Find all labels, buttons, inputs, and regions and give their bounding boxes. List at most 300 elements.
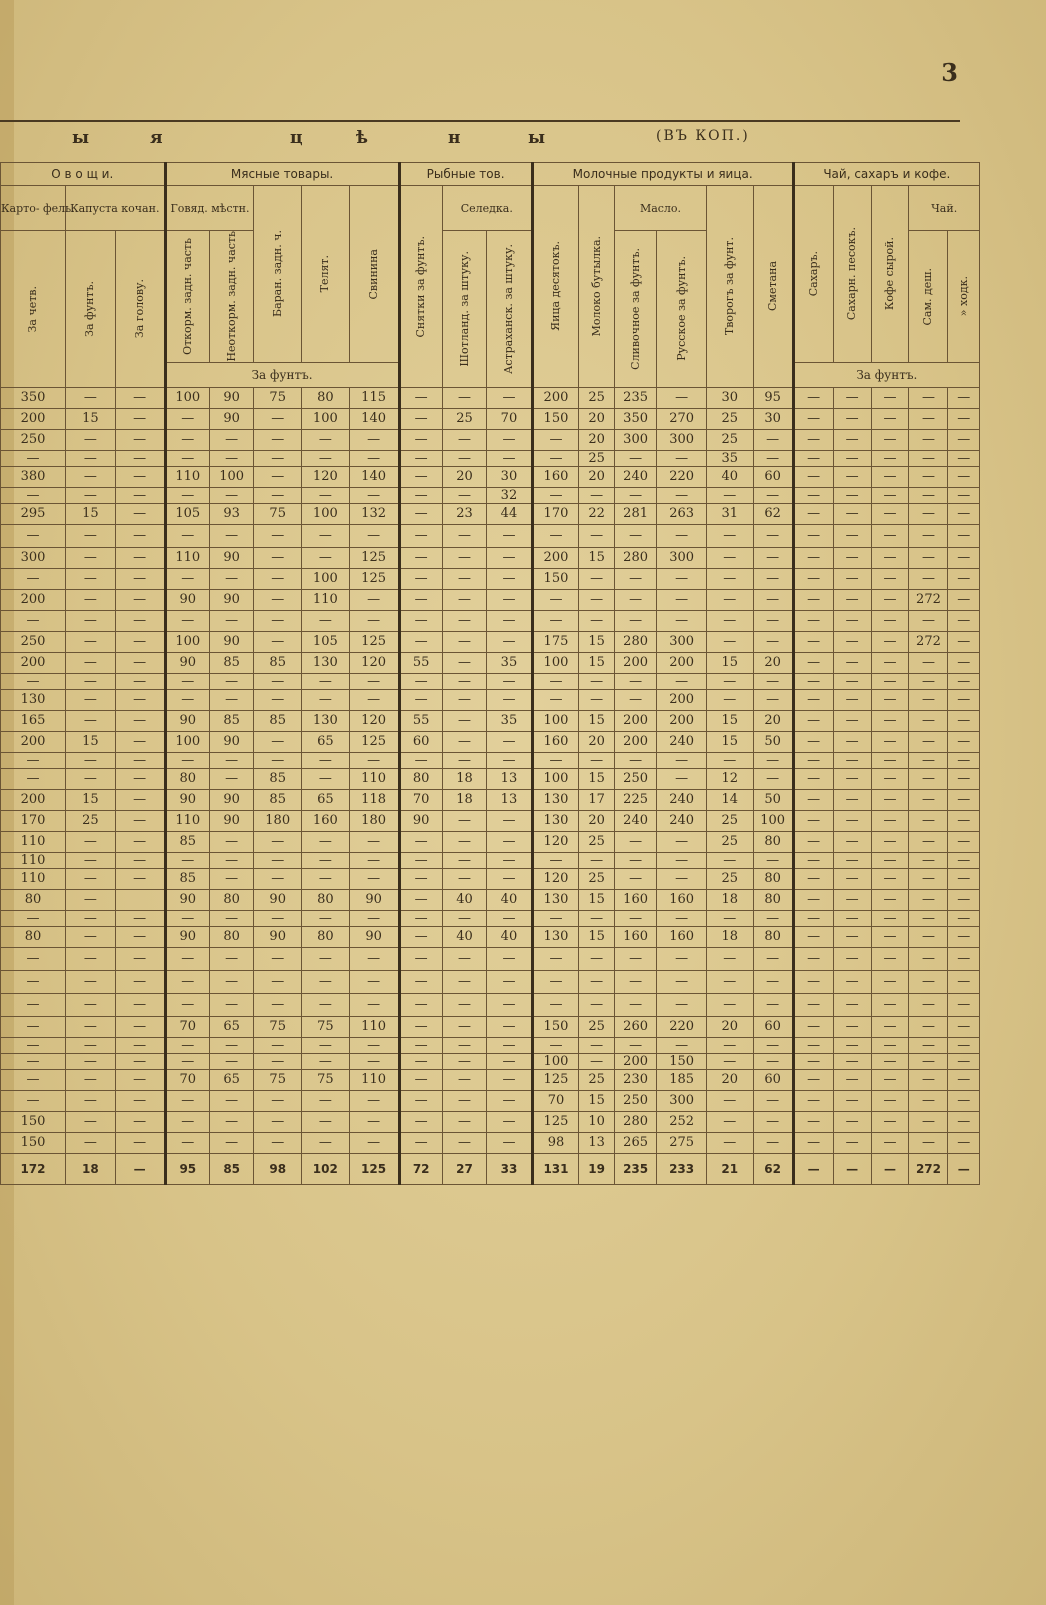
table-cell: — [442, 1037, 486, 1053]
table-cell: 90 [209, 731, 253, 752]
table-cell: — [871, 947, 909, 970]
table-cell: — [707, 752, 754, 768]
table-cell: 160 [657, 889, 707, 910]
table-cell: 130 [532, 810, 579, 831]
table-cell: 110 [165, 466, 209, 487]
table-cell: 130 [532, 926, 579, 947]
table-cell: — [399, 429, 442, 450]
table-cell: 150 [1, 1132, 66, 1153]
table-cell: — [209, 970, 253, 993]
table-cell: 125 [349, 631, 399, 652]
table-cell: — [349, 852, 399, 868]
table-cell: — [442, 993, 486, 1016]
table-cell: 200 [614, 710, 656, 731]
table-cell: — [833, 568, 871, 589]
table-cell: — [707, 910, 754, 926]
table-cell: — [399, 868, 442, 889]
table-cell: — [165, 970, 209, 993]
table-cell: — [349, 752, 399, 768]
table-cell: 80 [399, 768, 442, 789]
table-cell: 200 [657, 689, 707, 710]
table-cell: 100 [302, 503, 350, 524]
table-cell: — [115, 910, 165, 926]
table-cell: — [165, 1111, 209, 1132]
table-cell: 80 [753, 831, 793, 852]
table-cell: 19 [579, 1153, 615, 1184]
table-cell: — [65, 524, 115, 547]
table-cell: — [948, 1016, 980, 1037]
title-part: ы [72, 128, 92, 148]
table-cell: — [442, 524, 486, 547]
table-cell: — [871, 1090, 909, 1111]
table-row [1, 589, 980, 610]
table-cell: — [833, 689, 871, 710]
table-cell: — [753, 993, 793, 1016]
table-cell: — [65, 487, 115, 503]
table-cell: — [909, 524, 948, 547]
col-header-veal: Телят. [302, 186, 350, 363]
table-cell: — [399, 852, 442, 868]
col-header-butter-cream: Сливочное за фунтъ. [614, 231, 656, 388]
table-cell: 20 [707, 1016, 754, 1037]
table-cell: 100 [532, 710, 579, 731]
table-cell: 240 [657, 789, 707, 810]
table-cell: 75 [254, 1069, 302, 1090]
table-cell: 90 [209, 810, 253, 831]
table-cell: — [209, 568, 253, 589]
table-cell: — [871, 752, 909, 768]
table-cell: — [399, 752, 442, 768]
table-cell: — [254, 547, 302, 568]
col-header-milk: Молоко бутылка. [579, 186, 615, 388]
table-cell: — [349, 673, 399, 689]
table-cell: — [442, 970, 486, 993]
table-cell: — [833, 387, 871, 408]
table-cell: — [657, 568, 707, 589]
table-cell: — [1, 1090, 66, 1111]
table-cell: 110 [349, 1069, 399, 1090]
table-cell: — [579, 589, 615, 610]
table-cell: — [753, 1053, 793, 1069]
table-cell: — [793, 868, 833, 889]
table-cell: — [487, 589, 532, 610]
col-header-pork: Свинина [349, 186, 399, 363]
table-cell: — [165, 1053, 209, 1069]
table-cell: 250 [1, 631, 66, 652]
table-cell: 220 [657, 1016, 707, 1037]
table-cell: 15 [65, 503, 115, 524]
table-cell: — [399, 1069, 442, 1090]
table-cell: 25 [579, 868, 615, 889]
table-cell: — [657, 610, 707, 631]
table-cell: — [657, 993, 707, 1016]
table-cell: — [579, 1053, 615, 1069]
table-cell: 15 [707, 652, 754, 673]
table-cell: — [753, 673, 793, 689]
table-cell: — [579, 970, 615, 993]
table-cell: — [657, 768, 707, 789]
table-cell: 380 [1, 466, 66, 487]
table-cell: 90 [209, 547, 253, 568]
table-cell: 70 [399, 789, 442, 810]
table-cell: 180 [349, 810, 399, 831]
table-cell: — [948, 731, 980, 752]
table-cell: — [65, 1132, 115, 1153]
table-cell: — [442, 673, 486, 689]
table-cell: 62 [753, 503, 793, 524]
table-cell: — [948, 689, 980, 710]
table-cell: — [349, 589, 399, 610]
table-row [1, 1016, 980, 1037]
table-cell: 15 [579, 710, 615, 731]
table-cell: — [871, 889, 909, 910]
table-cell: — [65, 652, 115, 673]
table-cell: — [657, 947, 707, 970]
table-cell: — [707, 524, 754, 547]
table-cell: 18 [65, 1153, 115, 1184]
table-cell: — [349, 1132, 399, 1153]
table-cell: 80 [302, 387, 350, 408]
table-cell: — [909, 789, 948, 810]
table-cell: 13 [487, 789, 532, 810]
table-cell: — [532, 947, 579, 970]
table-cell: 80 [165, 768, 209, 789]
table-cell: — [1, 970, 66, 993]
table-cell: — [1, 673, 66, 689]
table-cell: 55 [399, 710, 442, 731]
table-cell: 100 [302, 408, 350, 429]
table-cell: — [871, 589, 909, 610]
table-cell: 23 [442, 503, 486, 524]
table-cell: 20 [753, 710, 793, 731]
table-cell: 98 [532, 1132, 579, 1153]
table-cell: — [349, 1037, 399, 1053]
table-cell: — [399, 503, 442, 524]
table-row [1, 1090, 980, 1111]
table-cell: — [399, 889, 442, 910]
table-cell: 20 [579, 810, 615, 831]
col-header-cabbage-head: За голову. [115, 231, 165, 388]
table-cell: — [65, 429, 115, 450]
table-cell: 180 [254, 810, 302, 831]
table-cell: 200 [532, 547, 579, 568]
table-cell: — [793, 910, 833, 926]
table-cell: — [707, 589, 754, 610]
table-cell: — [487, 1037, 532, 1053]
table-cell: 90 [209, 631, 253, 652]
table-cell: — [442, 652, 486, 673]
table-cell: 263 [657, 503, 707, 524]
table-cell: 90 [165, 789, 209, 810]
table-cell: — [442, 1111, 486, 1132]
table-cell: — [793, 970, 833, 993]
table-cell: — [614, 1037, 656, 1053]
col-header-mutton: Баран. задн. ч. [254, 186, 302, 363]
table-cell: — [442, 910, 486, 926]
table-cell: — [115, 1037, 165, 1053]
table-cell: — [165, 487, 209, 503]
table-cell: 13 [487, 768, 532, 789]
table-cell: — [1, 768, 66, 789]
table-cell: — [909, 889, 948, 910]
table-cell: 90 [254, 889, 302, 910]
table-cell: — [753, 752, 793, 768]
table-cell: 40 [707, 466, 754, 487]
table-cell: — [948, 1090, 980, 1111]
table-cell: 25 [579, 1016, 615, 1037]
table-row [1, 993, 980, 1016]
table-cell: — [349, 689, 399, 710]
table-cell: — [209, 831, 253, 852]
table-cell: — [1, 1069, 66, 1090]
table-cell: 90 [254, 926, 302, 947]
table-cell: 85 [209, 710, 253, 731]
table-cell: — [399, 970, 442, 993]
table-cell: 18 [442, 789, 486, 810]
table-cell: 240 [657, 810, 707, 831]
table-cell: — [487, 429, 532, 450]
table-row [1, 910, 980, 926]
table-cell: — [532, 852, 579, 868]
table-cell: — [115, 652, 165, 673]
table-row [1, 810, 980, 831]
table-cell: — [254, 831, 302, 852]
table-cell: — [909, 387, 948, 408]
table-cell: — [65, 852, 115, 868]
table-cell: — [753, 970, 793, 993]
title-part: н [448, 128, 463, 148]
table-cell: — [302, 1037, 350, 1053]
table-cell: 15 [65, 731, 115, 752]
table-cell: — [399, 926, 442, 947]
table-cell: 90 [349, 889, 399, 910]
table-cell: — [442, 547, 486, 568]
table-cell: — [948, 1069, 980, 1090]
table-cell: — [399, 831, 442, 852]
table-cell: 281 [614, 503, 656, 524]
table-cell: — [833, 926, 871, 947]
table-cell: 120 [532, 831, 579, 852]
table-cell: — [349, 610, 399, 631]
table-cell: — [871, 731, 909, 752]
table-cell: — [115, 429, 165, 450]
table-cell: 25 [579, 387, 615, 408]
table-cell: — [909, 503, 948, 524]
table-cell: — [707, 673, 754, 689]
table-cell: — [614, 831, 656, 852]
table-cell: — [753, 589, 793, 610]
table-cell: — [442, 947, 486, 970]
table-cell: 25 [579, 831, 615, 852]
table-cell: — [871, 568, 909, 589]
table-cell: — [65, 889, 115, 910]
table-cell: — [115, 926, 165, 947]
table-cell: 125 [349, 731, 399, 752]
table-cell: — [793, 652, 833, 673]
table-cell: — [1, 524, 66, 547]
table-cell: — [793, 1132, 833, 1153]
table-cell: 120 [532, 868, 579, 889]
table-cell: — [614, 947, 656, 970]
table-cell: — [614, 568, 656, 589]
table-cell: 50 [753, 731, 793, 752]
table-row [1, 1037, 980, 1053]
table-cell: — [487, 731, 532, 752]
table-cell: — [793, 429, 833, 450]
table-cell: — [254, 408, 302, 429]
table-cell: — [753, 450, 793, 466]
table-cell: 102 [302, 1153, 350, 1184]
table-cell: 20 [442, 466, 486, 487]
table-cell: — [793, 487, 833, 503]
table-cell: 90 [165, 710, 209, 731]
table-row [1, 710, 980, 731]
table-cell: 40 [487, 926, 532, 947]
table-cell: — [302, 993, 350, 1016]
table-cell: 14 [707, 789, 754, 810]
table-cell: 265 [614, 1132, 656, 1153]
table-cell: — [793, 947, 833, 970]
table-cell: — [793, 466, 833, 487]
table-cell: — [1, 752, 66, 768]
table-cell: — [909, 731, 948, 752]
table-cell: — [753, 1090, 793, 1111]
table-row [1, 610, 980, 631]
table-cell: 130 [1, 689, 66, 710]
table-cell: — [65, 589, 115, 610]
table-cell: — [115, 993, 165, 1016]
table-cell: — [115, 589, 165, 610]
table-cell: — [707, 1090, 754, 1111]
table-cell: — [209, 947, 253, 970]
table-cell: — [487, 1016, 532, 1037]
table-cell: — [65, 1016, 115, 1037]
col-header-butter-russian: Русское за фунтъ. [657, 231, 707, 388]
table-cell: — [254, 1053, 302, 1069]
table-cell: — [254, 689, 302, 710]
table-cell: — [793, 1016, 833, 1037]
table-cell: 75 [302, 1016, 350, 1037]
table-cell: — [254, 993, 302, 1016]
table-cell: 125 [349, 1153, 399, 1184]
table-cell: — [254, 868, 302, 889]
table-cell: 275 [657, 1132, 707, 1153]
table-cell: — [65, 610, 115, 631]
table-cell: — [115, 689, 165, 710]
table-cell: — [65, 1069, 115, 1090]
table-cell: 25 [707, 408, 754, 429]
table-cell: — [614, 689, 656, 710]
table-cell: — [871, 768, 909, 789]
col-header-herring-astrakhan: Астраханск. за штуку. [487, 231, 532, 388]
table-cell: 65 [302, 789, 350, 810]
table-cell: 80 [753, 868, 793, 889]
table-cell: 110 [165, 810, 209, 831]
table-cell: — [1, 910, 66, 926]
table-cell: — [302, 487, 350, 503]
table-cell: — [302, 768, 350, 789]
table-cell: — [871, 970, 909, 993]
table-cell: — [65, 450, 115, 466]
table-cell: 18 [707, 926, 754, 947]
table-cell: — [442, 689, 486, 710]
table-cell: — [871, 993, 909, 1016]
table-cell: — [532, 589, 579, 610]
table-cell: — [753, 947, 793, 970]
table-row [1, 387, 980, 408]
table-cell: 25 [579, 1069, 615, 1090]
table-cell: — [707, 852, 754, 868]
table-row [1, 789, 980, 810]
table-cell: — [165, 1132, 209, 1153]
table-cell: — [349, 947, 399, 970]
table-cell: — [909, 852, 948, 868]
table-row [1, 831, 980, 852]
table-row [1, 503, 980, 524]
table-cell: 120 [349, 710, 399, 731]
table-cell: — [65, 926, 115, 947]
table-cell: 35 [707, 450, 754, 466]
table-cell: 132 [349, 503, 399, 524]
table-cell: — [833, 993, 871, 1016]
table-cell: 32 [487, 487, 532, 503]
table-cell: — [115, 831, 165, 852]
table-cell: — [657, 831, 707, 852]
table-cell: — [487, 631, 532, 652]
top-rule [0, 120, 960, 122]
group-tea: Чай, сахаръ и кофе. [793, 163, 979, 186]
table-cell: — [833, 1132, 871, 1153]
table-cell: — [209, 752, 253, 768]
table-cell: — [115, 387, 165, 408]
table-cell: 270 [657, 408, 707, 429]
table-cell: — [209, 1111, 253, 1132]
table-cell: — [871, 789, 909, 810]
table-cell: 100 [209, 466, 253, 487]
table-cell: — [948, 631, 980, 652]
table-row [1, 689, 980, 710]
table-cell: 35 [487, 710, 532, 731]
table-cell: — [209, 524, 253, 547]
table-cell: — [657, 970, 707, 993]
table-cell: — [793, 852, 833, 868]
table-cell: 25 [707, 868, 754, 889]
table-cell: — [115, 1111, 165, 1132]
table-cell: — [442, 731, 486, 752]
table-cell: 20 [579, 408, 615, 429]
table-cell: — [65, 1037, 115, 1053]
table-cell: — [909, 1132, 948, 1153]
table-cell: 250 [614, 1090, 656, 1111]
table-row [1, 450, 980, 466]
table-row [1, 947, 980, 970]
subgroup-potato: Карто- фель. [1, 186, 66, 231]
table-cell: — [209, 689, 253, 710]
table-cell: — [115, 524, 165, 547]
table-cell: — [793, 673, 833, 689]
table-cell: — [909, 947, 948, 970]
table-cell: — [793, 710, 833, 731]
table-cell: — [487, 387, 532, 408]
table-cell: — [707, 568, 754, 589]
table-cell: — [909, 689, 948, 710]
table-cell: — [833, 970, 871, 993]
table-cell: 85 [165, 868, 209, 889]
table-cell: 18 [442, 768, 486, 789]
table-cell: — [833, 947, 871, 970]
table-cell: — [793, 524, 833, 547]
table-cell: — [657, 387, 707, 408]
